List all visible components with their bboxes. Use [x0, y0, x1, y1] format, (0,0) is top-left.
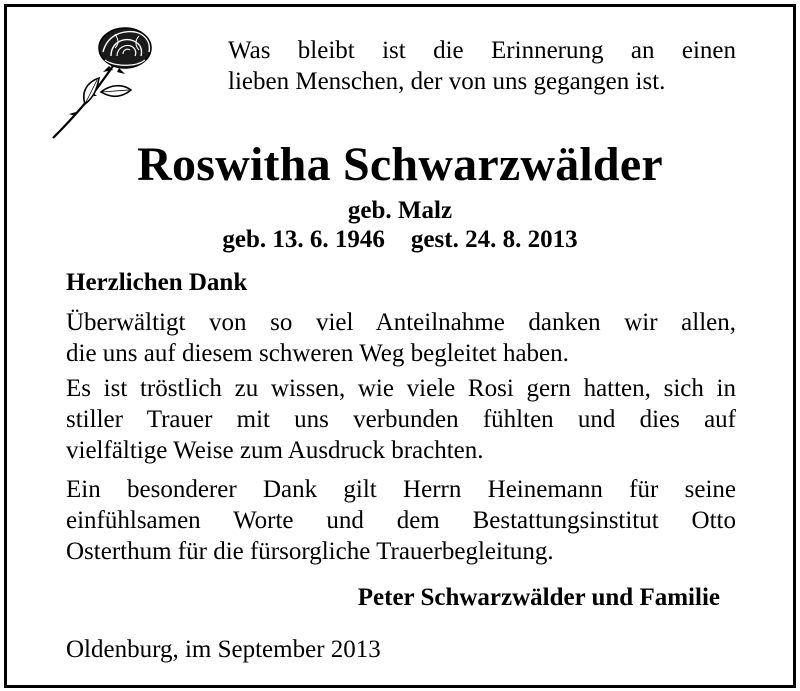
- maiden-name: geb. Malz: [347, 197, 453, 224]
- quote-line: Was bleibt ist die Erinnerung an einen: [228, 37, 736, 64]
- paragraph-line: Überwältigt von so viel Anteilnahme danken wir allen,: [66, 309, 736, 336]
- thanks-paragraph: [66, 373, 736, 466]
- rose-icon: [45, 26, 165, 146]
- paragraph-line: einfühlsamen Worte und dem Bestattungsinstitut Otto: [66, 507, 736, 534]
- thanks-heading: Herzlichen Dank: [66, 269, 248, 296]
- paragraph-line: vielfältige Weise zum Ausdruck brachten.: [66, 437, 484, 464]
- deceased-name: Roswitha Schwarzwälder: [137, 138, 663, 191]
- family-signature: Peter Schwarzwälder und Familie: [357, 584, 720, 611]
- thanks-paragraph: [66, 474, 736, 567]
- birth-date: geb. 13. 6. 1946: [222, 226, 385, 253]
- paragraph-line: Es ist tröstlich zu wissen, wie viele Rosi gern hatten, sich in: [66, 375, 736, 402]
- life-dates: [0, 225, 800, 255]
- paragraph-line: Ein besonderer Dank gilt Herrn Heinemann für seine: [66, 476, 736, 503]
- paragraph-line: stiller Trauer mit uns verbunden fühlten und dies auf: [66, 406, 736, 433]
- paragraph-line: die uns auf diesem schweren Weg begleitet haben.: [66, 340, 569, 367]
- thanks-paragraph: [66, 307, 736, 369]
- quote-line: lieben Menschen, der von uns gegangen ist.: [228, 68, 666, 95]
- place-and-date: Oldenburg, im September 2013: [66, 636, 381, 663]
- death-date: gest. 24. 8. 2013: [410, 226, 578, 253]
- paragraph-line: Osterthum für die fürsorgliche Trauerbegleitung.: [66, 538, 554, 565]
- memorial-quote: [228, 35, 736, 97]
